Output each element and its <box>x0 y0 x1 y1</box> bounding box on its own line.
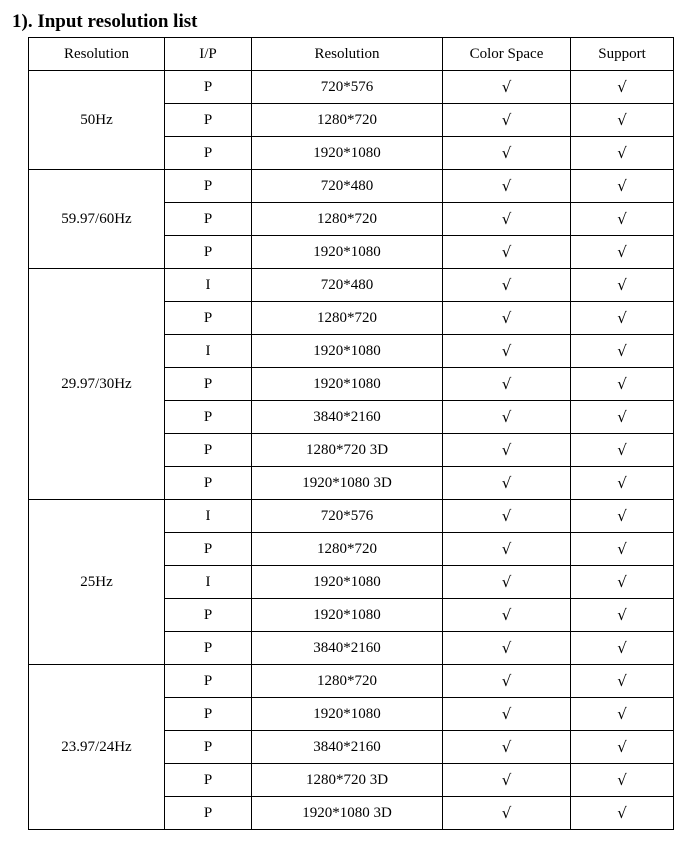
support-check-cell: √ <box>571 335 674 368</box>
resolution-cell: 3840*2160 <box>252 401 443 434</box>
ip-cell: P <box>165 368 252 401</box>
color-space-check-cell: √ <box>443 434 571 467</box>
ip-cell: P <box>165 698 252 731</box>
color-space-check-cell: √ <box>443 698 571 731</box>
color-space-check-cell: √ <box>443 665 571 698</box>
resolution-cell: 1280*720 3D <box>252 764 443 797</box>
header-color-space: Color Space <box>443 38 571 71</box>
resolution-cell: 1920*1080 <box>252 698 443 731</box>
ip-cell: P <box>165 632 252 665</box>
ip-cell: P <box>165 302 252 335</box>
support-check-cell: √ <box>571 368 674 401</box>
resolution-cell: 720*576 <box>252 500 443 533</box>
table-row <box>29 500 674 533</box>
ip-cell: I <box>165 335 252 368</box>
resolution-cell: 3840*2160 <box>252 632 443 665</box>
ip-cell: I <box>165 500 252 533</box>
header-frequency: Resolution <box>29 38 165 71</box>
support-check-cell: √ <box>571 170 674 203</box>
support-check-cell: √ <box>571 104 674 137</box>
ip-cell: P <box>165 434 252 467</box>
resolution-cell: 720*480 <box>252 170 443 203</box>
support-check-cell: √ <box>571 500 674 533</box>
table-row <box>29 170 674 203</box>
table-header-row <box>29 38 674 71</box>
frequency-group-cell: 50Hz <box>29 71 165 170</box>
resolution-cell: 1280*720 <box>252 533 443 566</box>
ip-cell: P <box>165 401 252 434</box>
color-space-check-cell: √ <box>443 599 571 632</box>
support-check-cell: √ <box>571 632 674 665</box>
ip-cell: P <box>165 665 252 698</box>
color-space-check-cell: √ <box>443 368 571 401</box>
color-space-check-cell: √ <box>443 533 571 566</box>
table-row <box>29 71 674 104</box>
resolution-cell: 1920*1080 <box>252 236 443 269</box>
resolution-cell: 1280*720 <box>252 203 443 236</box>
color-space-check-cell: √ <box>443 137 571 170</box>
resolution-cell: 1920*1080 <box>252 566 443 599</box>
support-check-cell: √ <box>571 698 674 731</box>
section-heading: 1). Input resolution list <box>12 11 198 32</box>
support-check-cell: √ <box>571 731 674 764</box>
color-space-check-cell: √ <box>443 302 571 335</box>
color-space-check-cell: √ <box>443 236 571 269</box>
table-body <box>29 71 674 830</box>
color-space-check-cell: √ <box>443 104 571 137</box>
support-check-cell: √ <box>571 401 674 434</box>
ip-cell: P <box>165 533 252 566</box>
ip-cell: P <box>165 731 252 764</box>
frequency-group-cell: 29.97/30Hz <box>29 269 165 500</box>
input-resolution-table <box>28 37 674 830</box>
support-check-cell: √ <box>571 302 674 335</box>
ip-cell: P <box>165 467 252 500</box>
table-row <box>29 269 674 302</box>
support-check-cell: √ <box>571 269 674 302</box>
support-check-cell: √ <box>571 203 674 236</box>
resolution-cell: 3840*2160 <box>252 731 443 764</box>
header-support: Support <box>571 38 674 71</box>
resolution-cell: 1920*1080 <box>252 368 443 401</box>
color-space-check-cell: √ <box>443 632 571 665</box>
color-space-check-cell: √ <box>443 401 571 434</box>
color-space-check-cell: √ <box>443 269 571 302</box>
resolution-cell: 1920*1080 <box>252 335 443 368</box>
support-check-cell: √ <box>571 797 674 830</box>
support-check-cell: √ <box>571 467 674 500</box>
resolution-cell: 1280*720 <box>252 302 443 335</box>
ip-cell: P <box>165 170 252 203</box>
header-resolution: Resolution <box>252 38 443 71</box>
color-space-check-cell: √ <box>443 467 571 500</box>
support-check-cell: √ <box>571 236 674 269</box>
resolution-cell: 1920*1080 3D <box>252 797 443 830</box>
color-space-check-cell: √ <box>443 71 571 104</box>
color-space-check-cell: √ <box>443 203 571 236</box>
support-check-cell: √ <box>571 566 674 599</box>
resolution-cell: 1280*720 3D <box>252 434 443 467</box>
support-check-cell: √ <box>571 764 674 797</box>
resolution-cell: 1280*720 <box>252 104 443 137</box>
resolution-cell: 720*480 <box>252 269 443 302</box>
color-space-check-cell: √ <box>443 731 571 764</box>
ip-cell: I <box>165 566 252 599</box>
resolution-cell: 1920*1080 <box>252 137 443 170</box>
support-check-cell: √ <box>571 665 674 698</box>
ip-cell: P <box>165 137 252 170</box>
ip-cell: P <box>165 764 252 797</box>
color-space-check-cell: √ <box>443 797 571 830</box>
ip-cell: I <box>165 269 252 302</box>
ip-cell: P <box>165 236 252 269</box>
color-space-check-cell: √ <box>443 335 571 368</box>
frequency-group-cell: 25Hz <box>29 500 165 665</box>
support-check-cell: √ <box>571 434 674 467</box>
color-space-check-cell: √ <box>443 566 571 599</box>
color-space-check-cell: √ <box>443 764 571 797</box>
support-check-cell: √ <box>571 137 674 170</box>
ip-cell: P <box>165 599 252 632</box>
color-space-check-cell: √ <box>443 500 571 533</box>
ip-cell: P <box>165 71 252 104</box>
support-check-cell: √ <box>571 599 674 632</box>
ip-cell: P <box>165 104 252 137</box>
frequency-group-cell: 59.97/60Hz <box>29 170 165 269</box>
ip-cell: P <box>165 203 252 236</box>
resolution-cell: 1920*1080 <box>252 599 443 632</box>
resolution-cell: 1920*1080 3D <box>252 467 443 500</box>
support-check-cell: √ <box>571 71 674 104</box>
ip-cell: P <box>165 797 252 830</box>
table-row <box>29 665 674 698</box>
resolution-cell: 720*576 <box>252 71 443 104</box>
resolution-cell: 1280*720 <box>252 665 443 698</box>
header-ip: I/P <box>165 38 252 71</box>
support-check-cell: √ <box>571 533 674 566</box>
color-space-check-cell: √ <box>443 170 571 203</box>
frequency-group-cell: 23.97/24Hz <box>29 665 165 830</box>
